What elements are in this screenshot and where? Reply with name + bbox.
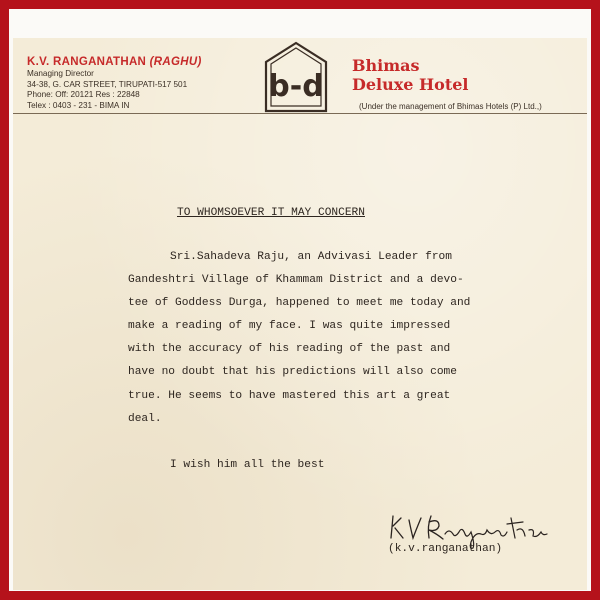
letter-closing: I wish him all the best [170, 459, 325, 471]
manager-title: Managing Director [27, 69, 94, 78]
letter-body-line: tee of Goddess Durga, happened to meet me today and [128, 297, 471, 309]
hotel-management-note: (Under the management of Bhimas Hotels (P) Ltd.,) [359, 102, 542, 111]
manager-alias: (RAGHU) [149, 56, 202, 68]
letter-heading: TO WHOMSOEVER IT MAY CONCERN [177, 207, 365, 219]
hotel-name-line2: Deluxe Hotel [352, 75, 469, 94]
hotel-name-line1: Bhimas [352, 56, 420, 75]
hotel-logo [262, 40, 330, 114]
manager-name-text: K.V. RANGANATHAN [27, 56, 147, 68]
manager-phone: Phone: Off: 20121 Res : 22848 [27, 90, 140, 100]
letter-body-line: have no doubt that his predictions will also come [128, 366, 457, 378]
logo-monogram: b-d [268, 69, 324, 104]
letter-body-line: Sri.Sahadeva Raju, an Advivasi Leader from [170, 251, 452, 263]
letter-body-line: with the accuracy of his reading of the past and [128, 343, 451, 355]
letter-body-line: Gandeshtri Village of Khammam District and a devo- [128, 274, 464, 286]
letter-body-line: true. He seems to have mastered this art a great [128, 390, 451, 402]
manager-address: 34-38, G. CAR STREET, TIRUPATI-517 501 [27, 79, 188, 89]
letter-body-line: deal. [128, 413, 162, 425]
manager-details [27, 69, 187, 111]
letter-body-line: make a reading of my face. I was quite impressed [128, 320, 451, 332]
manager-name [27, 56, 202, 68]
hotel-name [352, 56, 469, 94]
signatory-name: (k.v.ranganathan) [388, 543, 503, 555]
manager-telex: Telex : 0403 - 231 - BIMA IN [27, 100, 130, 110]
